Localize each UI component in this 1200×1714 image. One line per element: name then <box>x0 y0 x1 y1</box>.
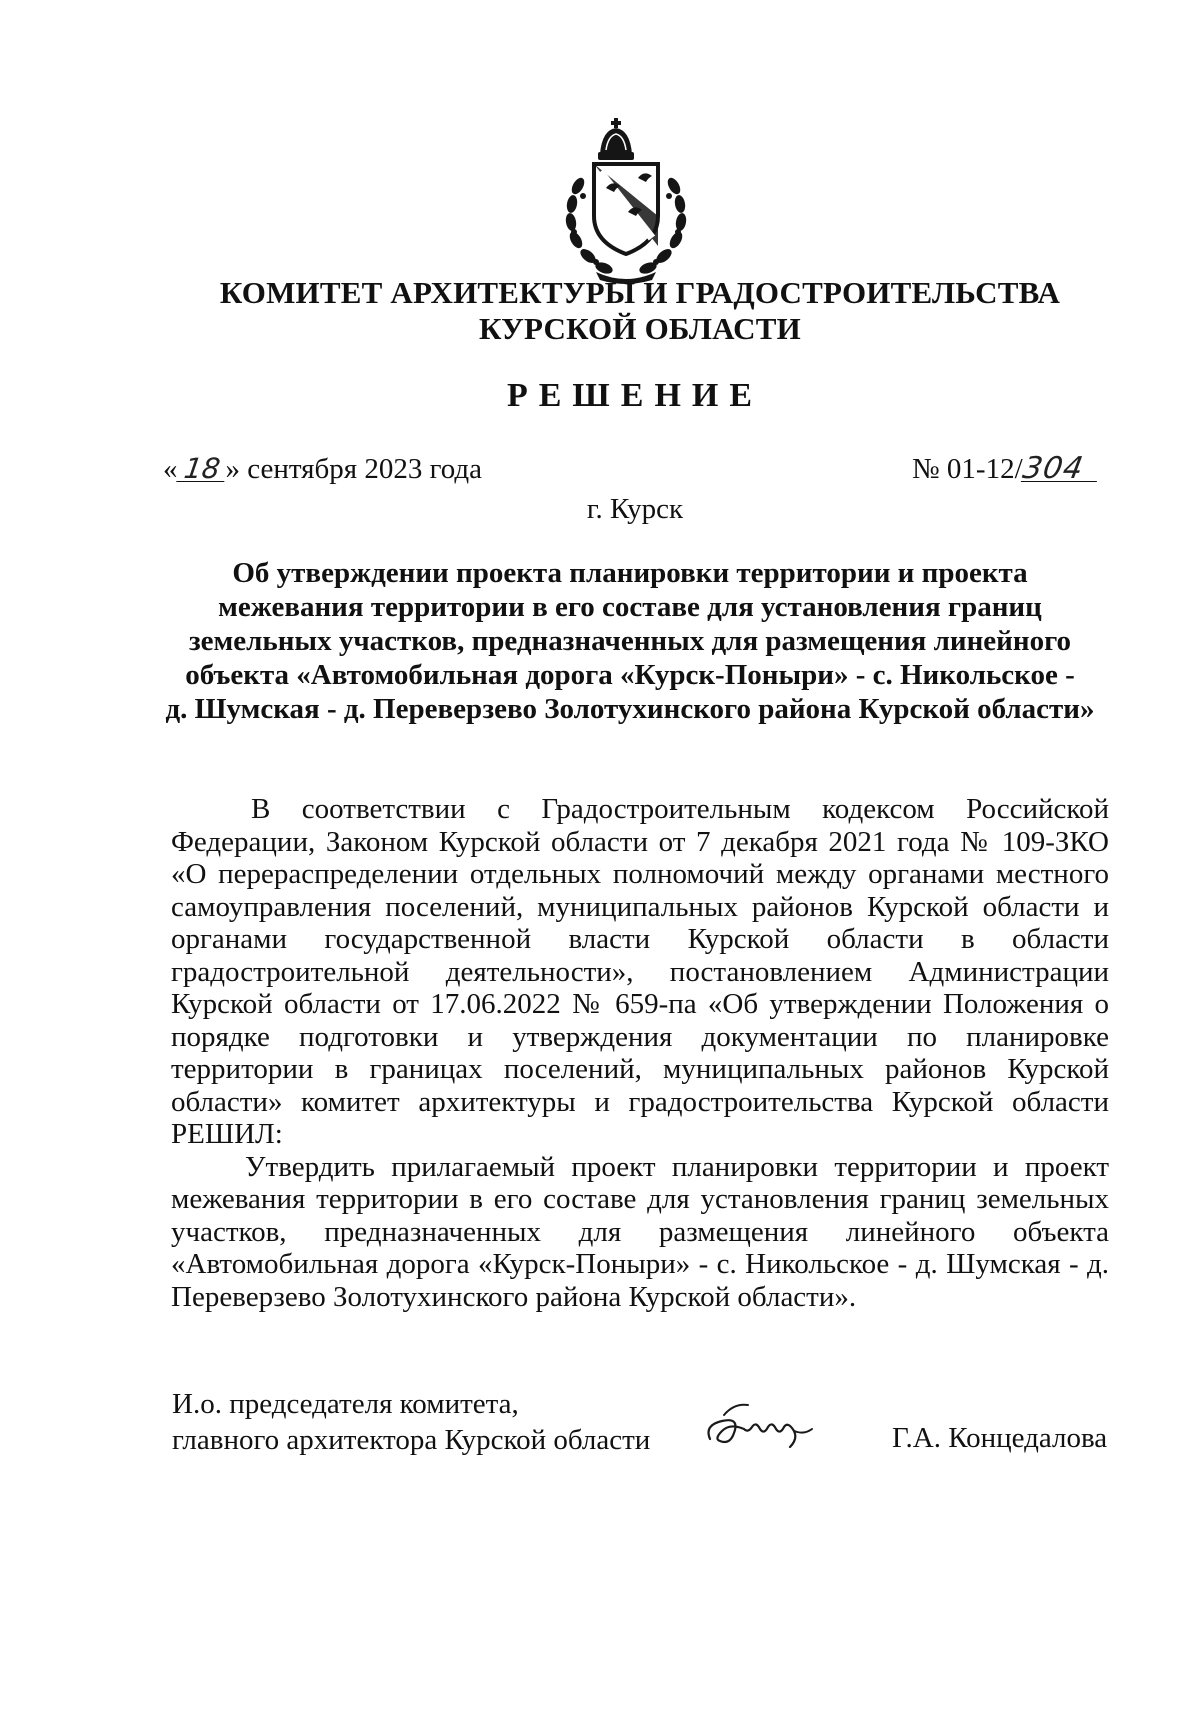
handwritten-signature-icon <box>700 1395 830 1455</box>
document-subject <box>150 556 1110 726</box>
signer-position-line-2: главного архитектора Курской области <box>172 1424 651 1456</box>
signer-position-line-1: И.о. председателя комитета, <box>172 1388 519 1420</box>
subject-line: межевания территории в его составе для установления границ <box>218 591 1042 623</box>
document-date <box>163 453 482 486</box>
date-day-handwritten: 18 <box>176 457 228 482</box>
number-handwritten: 304 <box>1020 457 1100 482</box>
subject-line: объекта «Автомобильная дорога «Курск-Поныри» - с. Никольское - <box>185 659 1075 691</box>
subject-line: Об утверждении проекта планировки территории и проекта <box>232 557 1028 589</box>
date-open-quote: « <box>163 453 178 485</box>
body-paragraph-2: Утвердить прилагаемый проект планировки территории и проект межевания территории в его составе для установления границ земельных участков, предназначенных для размещения линейного объекта «Автомобильная дорога «Курск-Поныри» - с. Никольское - д. Шумская - д. Переверзево Золотухинского района Курской области». <box>171 1150 1109 1313</box>
date-month-year: » сентября 2023 года <box>225 453 483 485</box>
subject-line: д. Шумская - д. Переверзево Золотухинского района Курской области» <box>165 693 1095 725</box>
kursk-oblast-coat-of-arms-icon <box>556 116 696 284</box>
document-body <box>171 793 1109 1313</box>
document-type-title: РЕШЕНИЕ <box>506 377 764 414</box>
signer-position <box>172 1386 650 1458</box>
document-number <box>912 453 1099 486</box>
signer-name: Г.А. Концедалова <box>892 1422 1108 1454</box>
number-prefix: № 01-12/ <box>912 453 1023 485</box>
organization-line-2: КУРСКОЙ ОБЛАСТИ <box>479 311 801 346</box>
document-city: г. Курск <box>586 493 684 525</box>
body-paragraph-1: В соответствии с Градостроительным кодексом Российской Федерации, Законом Курской области от 7 декабря 2021 года № 109-ЗКО «О перераспределении отдельных полномочий между органами местного самоуправления поселений, муниципальных районов Курской области и органами государственной власти Курской области в области градостроительной деятельности», постановлением Администрации Курской области от 17.06.2022 № 659-па «Об утверждении Положения о порядке подготовки и утверждения документации по планировке территории в границах поселений, муниципальных районов Курской области» комитет архитектуры и градостроительства Курской области РЕШИЛ: <box>171 793 1109 1150</box>
organization-name <box>0 275 1200 347</box>
subject-line: земельных участков, предназначенных для размещения линейного <box>188 625 1072 657</box>
organization-line-1: КОМИТЕТ АРХИТЕКТУРЫ И ГРАДОСТРОИТЕЛЬСТВА <box>219 275 1061 310</box>
